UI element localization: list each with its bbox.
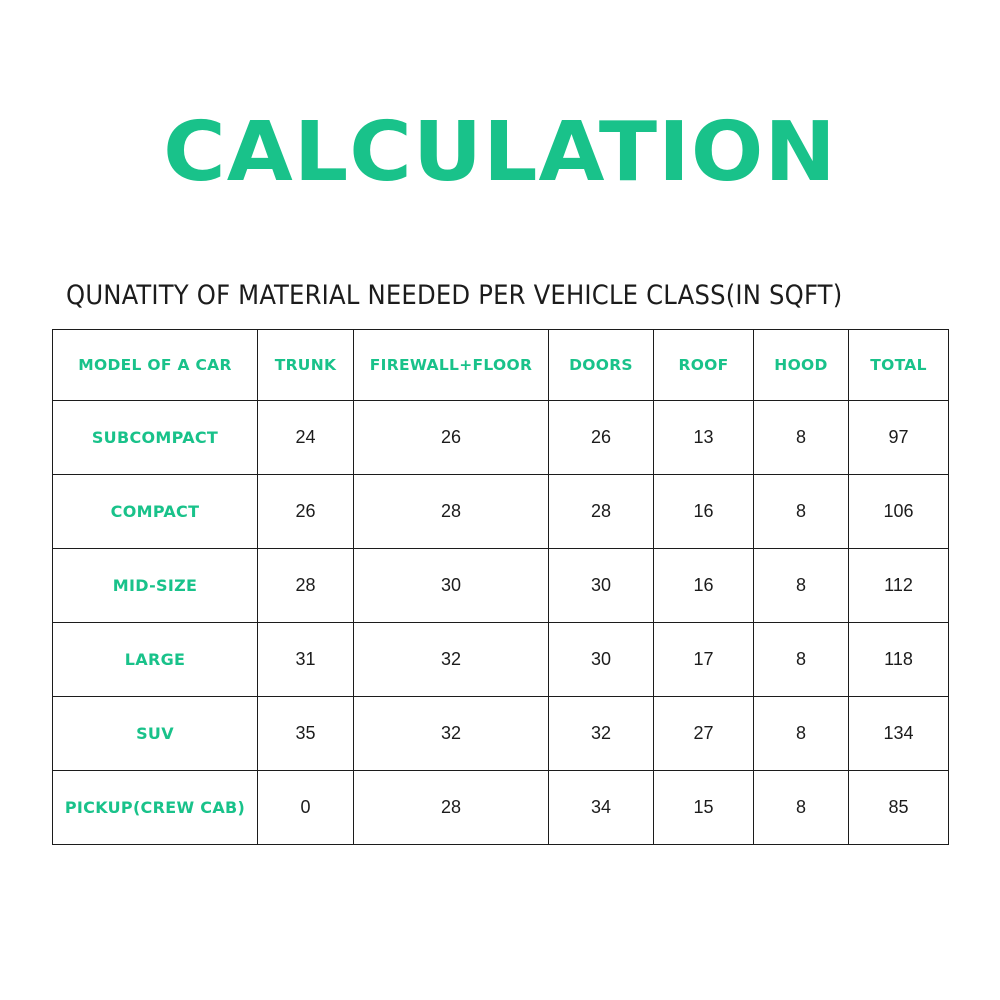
cell-hood: 8: [754, 475, 849, 549]
cell-hood: 8: [754, 697, 849, 771]
cell-hood: 8: [754, 771, 849, 845]
cell-trunk: 31: [258, 623, 354, 697]
column-header-doors: DOORS: [549, 330, 654, 401]
cell-firewall-floor: 26: [354, 401, 549, 475]
cell-firewall-floor: 32: [354, 697, 549, 771]
cell-roof: 16: [654, 549, 754, 623]
table-body: [53, 401, 949, 845]
cell-roof: 16: [654, 475, 754, 549]
cell-trunk: 26: [258, 475, 354, 549]
cell-doors: 30: [549, 549, 654, 623]
table-row: [53, 623, 949, 697]
cell-trunk: 35: [258, 697, 354, 771]
column-header-firewall-floor: FIREWALL+FLOOR: [354, 330, 549, 401]
cell-hood: 8: [754, 401, 849, 475]
cell-doors: 32: [549, 697, 654, 771]
row-label: COMPACT: [53, 475, 258, 549]
table-row: [53, 475, 949, 549]
column-header-trunk: TRUNK: [258, 330, 354, 401]
cell-firewall-floor: 28: [354, 771, 549, 845]
row-label: LARGE: [53, 623, 258, 697]
cell-firewall-floor: 30: [354, 549, 549, 623]
cell-firewall-floor: 32: [354, 623, 549, 697]
cell-total: 134: [849, 697, 949, 771]
cell-doors: 26: [549, 401, 654, 475]
cell-doors: 34: [549, 771, 654, 845]
cell-firewall-floor: 28: [354, 475, 549, 549]
row-label: SUBCOMPACT: [53, 401, 258, 475]
cell-roof: 27: [654, 697, 754, 771]
table-row: [53, 697, 949, 771]
cell-total: 106: [849, 475, 949, 549]
column-header-model: MODEL OF A CAR: [53, 330, 258, 401]
cell-total: 97: [849, 401, 949, 475]
page-title: CALCULATION: [163, 105, 837, 200]
row-label: MID-SIZE: [53, 549, 258, 623]
material-quantity-table: [52, 329, 949, 845]
cell-doors: 30: [549, 623, 654, 697]
cell-hood: 8: [754, 549, 849, 623]
column-header-hood: HOOD: [754, 330, 849, 401]
column-header-total: TOTAL: [849, 330, 949, 401]
row-label: PICKUP(CREW CAB): [53, 771, 258, 845]
table-row: [53, 549, 949, 623]
cell-trunk: 28: [258, 549, 354, 623]
cell-trunk: 0: [258, 771, 354, 845]
cell-total: 118: [849, 623, 949, 697]
cell-roof: 13: [654, 401, 754, 475]
table-row: [53, 771, 949, 845]
cell-total: 85: [849, 771, 949, 845]
table-header: [53, 330, 949, 401]
cell-hood: 8: [754, 623, 849, 697]
cell-trunk: 24: [258, 401, 354, 475]
column-header-roof: ROOF: [654, 330, 754, 401]
table-header-row: [53, 330, 949, 401]
cell-roof: 17: [654, 623, 754, 697]
table-caption: QUNATITY OF MATERIAL NEEDED PER VEHICLE CLASS(IN SQFT): [66, 280, 843, 311]
table-row: [53, 401, 949, 475]
cell-roof: 15: [654, 771, 754, 845]
row-label: SUV: [53, 697, 258, 771]
cell-doors: 28: [549, 475, 654, 549]
cell-total: 112: [849, 549, 949, 623]
